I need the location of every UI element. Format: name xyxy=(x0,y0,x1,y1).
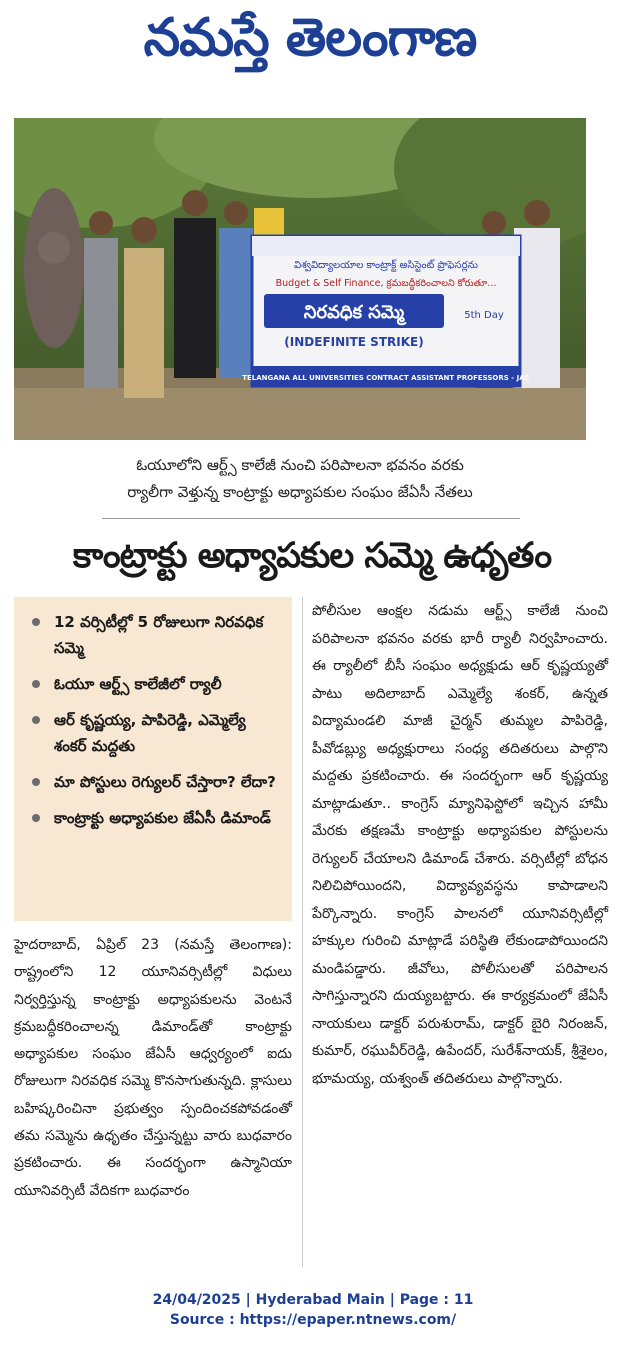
banner-sub: (INDEFINITE STRIKE) xyxy=(284,335,424,349)
bullet-icon xyxy=(32,680,40,688)
bullet-icon xyxy=(32,814,40,822)
bullet-icon xyxy=(32,716,40,724)
banner-footer: TELANGANA ALL UNIVERSITIES CONTRACT ASSISTANT PROFESSORS - JAC xyxy=(242,374,530,382)
strike-banner xyxy=(242,236,530,386)
banner-day: 5th Day xyxy=(464,310,504,321)
bullet-icon xyxy=(32,618,40,626)
caption-line1: ఓయూలోని ఆర్ట్స్ కాలేజీ నుంచి పరిపాలనా భవనం వరకు xyxy=(136,456,464,474)
highlight-item: ఆర్ కృష్ణయ్య, పాపిరెడ్డి, ఎమ్మెల్యే శంకర్ మద్దతు xyxy=(32,707,278,759)
article-body-right: పోలీసుల ఆంక్షల నడుమ ఆర్ట్స్ కాలేజీ నుంచి పరిపాలనా భవనం వరకు భారీ ర్యాలీ నిర్వహించారు. ఈ ర్యాలీలో బీసీ సంఘం అధ్యక్షుడు ఆర్ కృష్ణయ్యతో పాటు అదిలాబాద్ ఎమ్మెల్యే శంకర్, ఉన్నత విద్యామండలి మాజీ చైర్మన్ తుమ్మల పాపిరెడ్డి, పీవోడబ్ల్యు అధ్యక్షురాలు సంధ్య తదితరులు పాల్గొని మద్దతు ప్రకటించారు. ఈ సందర్భంగా ఆర్ కృష్ణయ్య మాట్లాడుతూ.. కాంగ్రెస్ మ్యానిఫెస్టోలో ఇచ్చిన హామీ మేరకు తక్షణమే కాంట్రాక్టు అధ్యాపకుల పోస్టులను రెగ్యులర్ చేయాలని డిమాండ్ చేశారు. వర్సిటీల్లో బోధన నిలిచిపోయిందని, విద్యావ్యవస్థను కాపాడాలని పేర్కొన్నారు. కాంగ్రెస్ పాలనలో యూనివర్సిటీల్లో హక్కుల గురించి మాట్లాడే పరిస్థితి లేకుండాపోయిందని మండిపడ్డారు. జీవోలు, పోలీసులతో పరిపాలన సాగిస్తున్నారని దుయ్యబట్టారు. ఈ కార్యక్రమంలో జేఏసీ నాయకులు డాక్టర్ పరుశురామ్, డాక్టర్ బైరి నిరంజన్, కుమార్, రఘువీర్‌రెడ్డి, ఉపేందర్, సురేశ్‌నాయక్, శ్రీశైలం, భూమయ్య, యశ్వంత్ తదితరులు పాల్గొన్నారు. xyxy=(312,603,608,1087)
highlight-item: కాంట్రాక్టు అధ్యాపకుల జేఏసీ డిమాండ్ xyxy=(32,805,278,831)
caption-line2: ర్యాలీగా వెళ్తున్న కాంట్రాక్టు అధ్యాపకుల సంఘం జేఏసీ నేతలు xyxy=(127,483,473,501)
masthead: నమస్తే తెలంగాణ xyxy=(143,7,477,68)
news-photo xyxy=(14,118,586,440)
highlight-item: 12 వర్సిటీల్లో 5 రోజులుగా నిరవధిక సమ్మె xyxy=(32,609,278,661)
bullet-icon xyxy=(32,778,40,786)
highlight-item: ఓయూ ఆర్ట్స్ కాలేజీలో ర్యాలీ xyxy=(32,671,278,697)
column-divider xyxy=(302,597,303,1267)
headline: కాంట్రాక్టు అధ్యాపకుల సమ్మె ఉధృతం xyxy=(72,536,552,576)
protest-rally-photo xyxy=(14,118,586,440)
footer-date-edition: 24/04/2025 | Hyderabad Main | Page : 11 xyxy=(152,1292,474,1308)
banner-line2: Budget & Self Finance, క్రమబద్ధీకరించాలని కోరుతూ... xyxy=(275,278,497,289)
highlight-item: మా పోస్టులు రెగ్యులర్ చేస్తారా? లేదా? xyxy=(32,769,278,795)
footer-source[interactable]: Source : https://epaper.ntnews.com/ xyxy=(169,1312,457,1328)
article-body-left: హైదరాబాద్, ఏప్రిల్ 23 (నమస్తే తెలంగాణ): రాష్ట్రంలోని 12 యూనివర్సిటీల్లో విధులు నిర్వర్తిస్తున్న కాంట్రాక్టు అధ్యాపకులను వెంటనే క్రమబద్ధీకరించాలన్న డిమాండ్‌తో కాంట్రాక్టు అధ్యాపకుల సంఘం జేఏసీ ఆధ్వర్యంలో ఐదు రోజులుగా నిరవధిక సమ్మె కొనసాగుతున్నది. క్లాసులు బహిష్కరించినా ప్రభుత్వం స్పందించకపోవడంతో తమ సమ్మెను ఉధృతం చేస్తున్నట్టు వారు బుధవారం ప్రకటించారు. ఈ సందర్భంగా ఉస్మానియా యూనివర్సిటీ వేదికగా బుధవారం xyxy=(14,937,292,1199)
footer xyxy=(0,1290,626,1330)
highlights-box xyxy=(14,597,292,921)
photo-caption xyxy=(60,452,540,506)
banner-main: నిరవధిక సమ్మె xyxy=(303,302,405,323)
caption-divider xyxy=(102,518,520,519)
banner-line1: విశ్వవిద్యాలయాల కాంట్రాక్ట్ అసిస్టెంట్ ప్రొఫెసర్లను xyxy=(294,260,478,271)
